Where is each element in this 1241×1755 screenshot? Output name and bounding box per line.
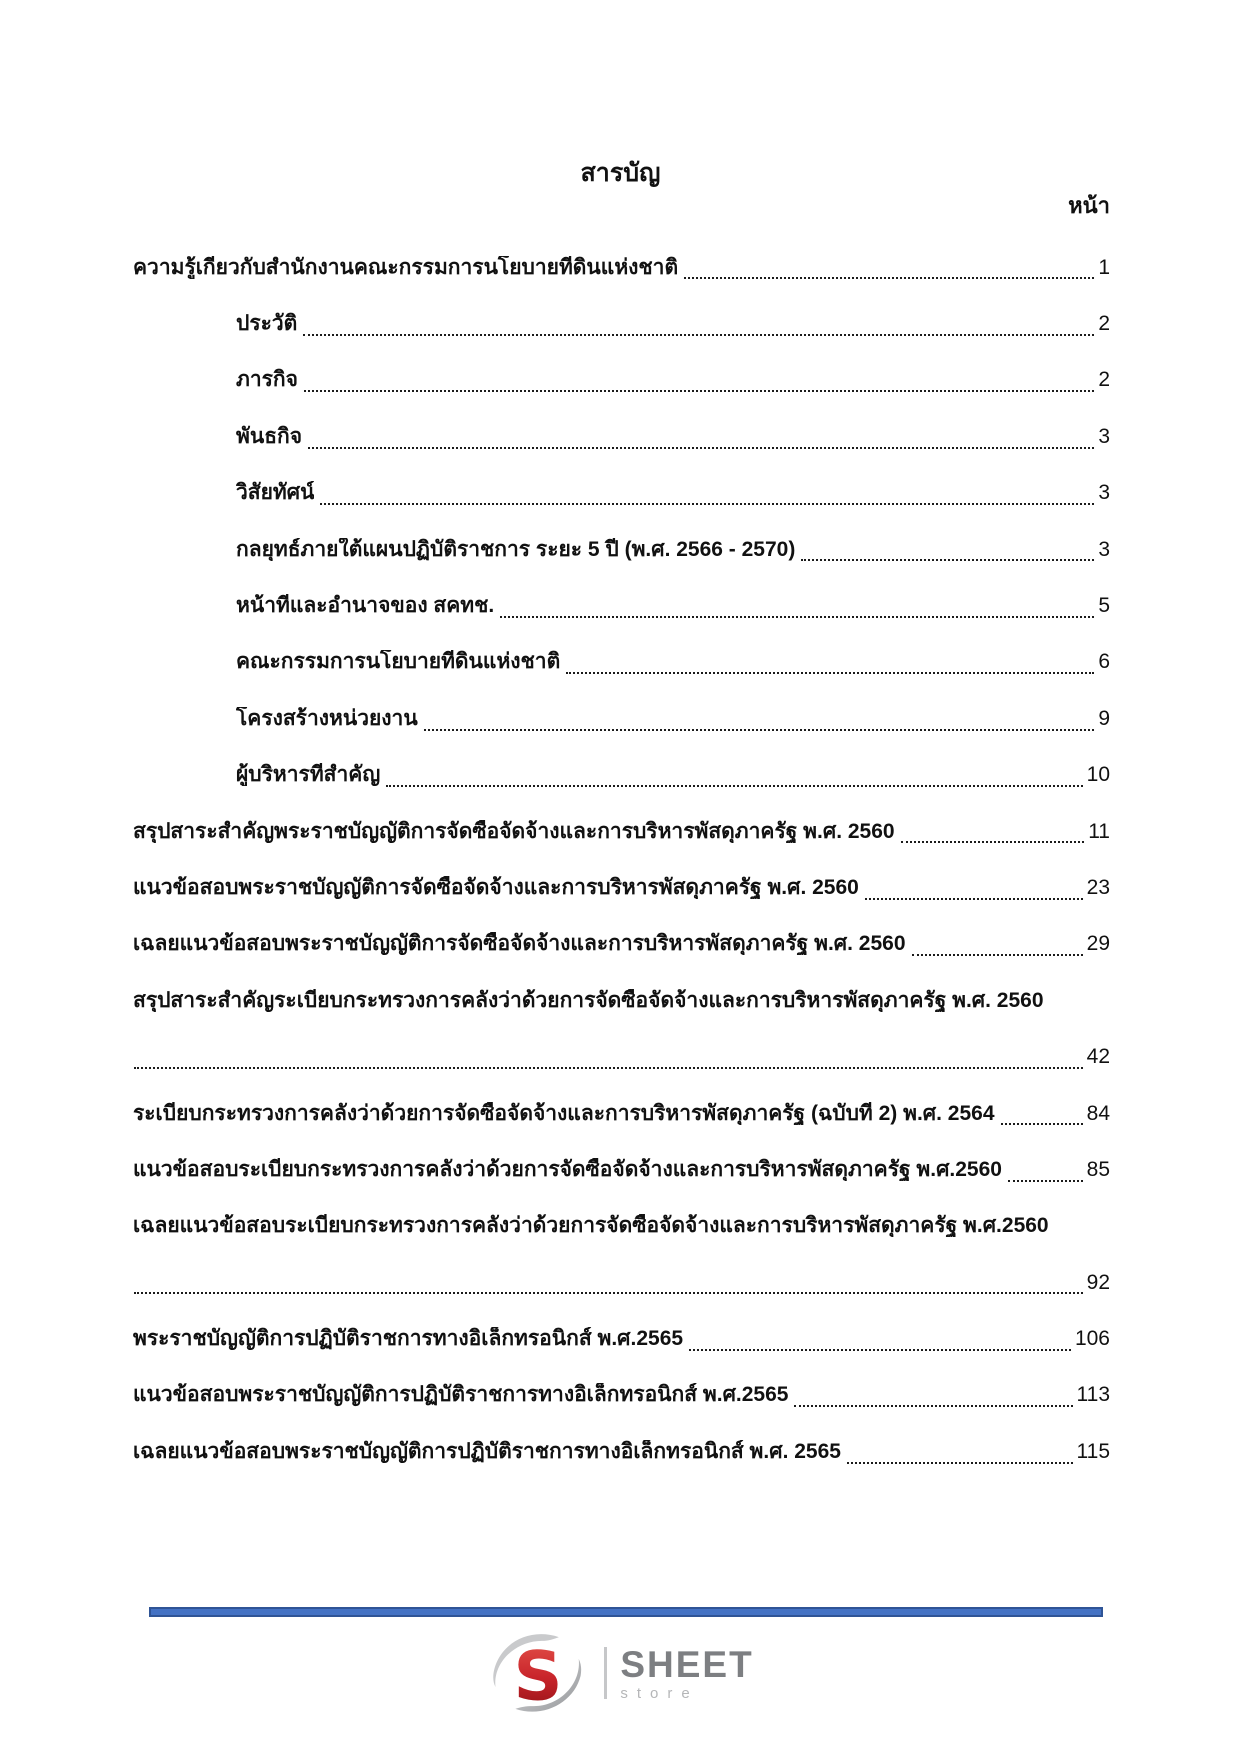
toc-page-number: 2: [1098, 368, 1110, 392]
dotted-leader: [684, 277, 1094, 279]
toc-list: [133, 239, 1110, 1480]
toc-page-number: 3: [1098, 424, 1110, 448]
toc-page-number: 23: [1086, 875, 1110, 899]
toc-row: [133, 972, 1110, 1028]
toc-row: [133, 1254, 1110, 1310]
dotted-leader: [1001, 1123, 1083, 1125]
toc-entry-label: ผู้บริหารที่สำคัญ: [236, 763, 381, 787]
toc-page-number: 1: [1098, 255, 1110, 279]
toc-row: [133, 634, 1110, 690]
toc-row: [133, 465, 1110, 521]
toc-page-number: 29: [1086, 932, 1110, 956]
logo-divider: [604, 1647, 607, 1699]
toc-entry-label: กลยุทธ์ภายใต้แผนปฏิบัติราชการ ระยะ 5 ปี (พ.ศ. 2566 - 2570): [236, 537, 796, 561]
brand-name: SHEET: [620, 1643, 754, 1685]
dotted-leader: [134, 1067, 1083, 1069]
toc-row: [133, 577, 1110, 633]
dotted-leader: [134, 1292, 1083, 1294]
toc-row: [133, 1198, 1110, 1254]
toc-page-number: 113: [1076, 1383, 1110, 1407]
toc-page-number: 84: [1086, 1101, 1110, 1125]
toc-row: [133, 859, 1110, 915]
toc-row: [133, 803, 1110, 859]
toc-entry-label: แนวข้อสอบระเบียบกระทรวงการคลังว่าด้วยการจัดซื้อจัดจ้างและการบริหารพัสดุภาครัฐ พ.ศ.2560: [133, 1157, 1002, 1181]
toc-row: [133, 1085, 1110, 1141]
toc-row: [133, 916, 1110, 972]
sheet-store-logo: [0, 1628, 1241, 1718]
dotted-leader: [901, 841, 1085, 843]
toc-page-number: 6: [1098, 650, 1110, 674]
toc-row: [133, 521, 1110, 577]
dotted-leader: [320, 503, 1094, 505]
svg-text:S: S: [513, 1637, 563, 1714]
toc-entry-label: ความรู้เกี่ยวกับสำนักงานคณะกรรมการนโยบายที่ดินแห่งชาติ: [133, 255, 679, 279]
toc-entry-label: เฉลยแนวข้อสอบพระราชบัญญัติการปฏิบัติราชการทางอิเล็กทรอนิกส์ พ.ศ. 2565: [133, 1439, 841, 1463]
toc-page-number: 10: [1086, 763, 1110, 787]
toc-entry-label: ภารกิจ: [236, 368, 298, 392]
toc-entry-label: สรุปสาระสำคัญระเบียบกระทรวงการคลังว่าด้วยการจัดซื้อจัดจ้างและการบริหารพัสดุภาครัฐ พ.ศ. 2560: [133, 988, 1044, 1012]
toc-page-number: 5: [1098, 593, 1110, 617]
toc-row: [133, 747, 1110, 803]
dotted-leader: [304, 390, 1094, 392]
dotted-leader: [794, 1405, 1072, 1407]
toc-row: [133, 1310, 1110, 1366]
toc-page-number: 3: [1098, 481, 1110, 505]
dotted-leader: [303, 334, 1094, 336]
page-title: สารบัญ: [580, 158, 661, 187]
toc-entry-label: สรุปสาระสำคัญพระราชบัญญัติการจัดซื้อจัดจ้างและการบริหารพัสดุภาครัฐ พ.ศ. 2560: [133, 819, 895, 843]
toc-row: [133, 239, 1110, 295]
dotted-leader: [912, 954, 1083, 956]
toc-page-number: 9: [1098, 706, 1110, 730]
dotted-leader: [566, 672, 1094, 674]
toc-entry-label: เฉลยแนวข้อสอบระเบียบกระทรวงการคลังว่าด้วยการจัดซื้อจัดจ้างและการบริหารพัสดุภาครัฐ พ.ศ.2560: [133, 1214, 1049, 1238]
logo-s-icon: [487, 1632, 591, 1714]
footer-rule: [149, 1607, 1103, 1617]
toc-entry-label: แนวข้อสอบพระราชบัญญัติการจัดซื้อจัดจ้างและการบริหารพัสดุภาครัฐ พ.ศ. 2560: [133, 875, 859, 899]
toc-row: [133, 1141, 1110, 1197]
toc-entry-label: พันธกิจ: [236, 424, 303, 448]
toc-row: [133, 295, 1110, 351]
toc-page-number: 115: [1076, 1439, 1110, 1463]
toc-entry-label: วิสัยทัศน์: [236, 481, 315, 505]
toc-page-number: 42: [1086, 1045, 1110, 1069]
dotted-leader: [308, 447, 1094, 449]
dotted-leader: [500, 616, 1094, 618]
toc-page-number: 3: [1098, 537, 1110, 561]
toc-row: [133, 1028, 1110, 1084]
toc-row: [133, 1367, 1110, 1423]
dotted-leader: [865, 898, 1083, 900]
dotted-leader: [1008, 1180, 1083, 1182]
toc-page-number: 92: [1086, 1270, 1110, 1294]
dotted-leader: [847, 1462, 1073, 1464]
toc-entry-label: โครงสร้างหน่วยงาน: [236, 706, 418, 730]
toc-row: [133, 408, 1110, 464]
toc-entry-label: ระเบียบกระทรวงการคลังว่าด้วยการจัดซื้อจัดจ้างและการบริหารพัสดุภาครัฐ (ฉบับที่ 2) พ.ศ. 2564: [133, 1101, 995, 1125]
toc-page-number: 106: [1074, 1327, 1110, 1351]
toc-page-number: 85: [1086, 1157, 1110, 1181]
dotted-leader: [424, 729, 1095, 731]
toc-entry-label: พระราชบัญญัติการปฏิบัติราชการทางอิเล็กทรอนิกส์ พ.ศ.2565: [133, 1327, 684, 1351]
toc-row: [133, 690, 1110, 746]
dotted-leader: [386, 785, 1082, 787]
toc-page-number: 11: [1088, 819, 1110, 843]
dotted-leader: [689, 1349, 1071, 1351]
toc-entry-label: แนวข้อสอบพระราชบัญญัติการปฏิบัติราชการทางอิเล็กทรอนิกส์ พ.ศ.2565: [133, 1383, 789, 1407]
toc-row: [133, 352, 1110, 408]
brand-sub: store: [620, 1684, 699, 1702]
toc-row: [133, 1423, 1110, 1479]
dotted-leader: [801, 559, 1094, 561]
toc-entry-label: หน้าที่และอำนาจของ สคทช.: [236, 593, 495, 617]
toc-page-number: 2: [1098, 312, 1110, 336]
toc-entry-label: ประวัติ: [236, 312, 298, 336]
logo-text: [620, 1643, 754, 1702]
toc-entry-label: คณะกรรมการนโยบายที่ดินแห่งชาติ: [236, 650, 561, 674]
page-column-header: หน้า: [1068, 193, 1110, 218]
toc-entry-label: เฉลยแนวข้อสอบพระราชบัญญัติการจัดซื้อจัดจ้างและการบริหารพัสดุภาครัฐ พ.ศ. 2560: [133, 932, 906, 956]
